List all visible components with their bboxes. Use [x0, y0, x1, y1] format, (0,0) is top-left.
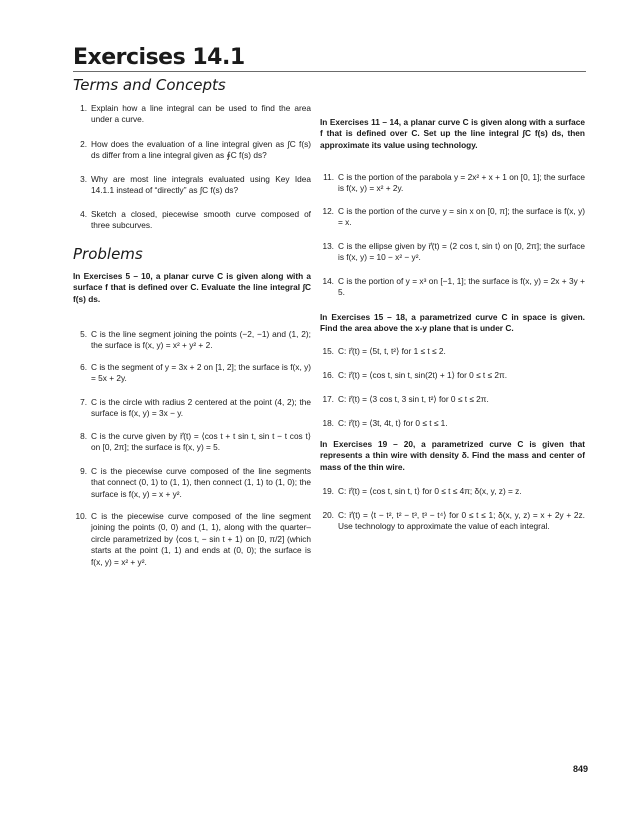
exercise-number: 3.	[80, 174, 87, 184]
exercise-text: C: r⃗(t) = ⟨3t, 4t, t⟩ for 0 ≤ t ≤ 1.	[338, 418, 448, 428]
exercise-20	[320, 510, 585, 533]
exercise-number: 11.	[323, 172, 334, 182]
exercise-text: Sketch a closed, piecewise smooth curve composed of three subcurves.	[91, 209, 311, 231]
exercise-number: 13.	[322, 241, 334, 251]
instructions-5-10: In Exercises 5 – 10, a planar curve C is given along with a surface f that is defined over C. Evaluate the line integral ∫C f(s) ds.	[73, 271, 311, 304]
exercise-text: C is the piecewise curve composed of the line segments that connect (0, 1) to (1, 1), then connect (1, 1) to (1, 0); the surface is f(x, y) = x + y².	[91, 466, 311, 499]
exercise-5	[73, 329, 311, 352]
exercise-text: C is the portion of the curve y = sin x on [0, π]; the surface is f(x, y) = x.	[338, 206, 585, 228]
exercise-6	[73, 362, 311, 385]
exercise-12	[320, 206, 585, 229]
exercise-number: 16.	[322, 370, 334, 380]
exercise-text: C: r⃗(t) = ⟨cos t, sin t, t⟩ for 0 ≤ t ≤ 4π; δ(x, y, z) = z.	[338, 486, 522, 496]
exercise-9	[73, 466, 311, 500]
exercise-number: 2.	[80, 139, 87, 149]
exercise-text: C is the portion of the parabola y = 2x² + x + 1 on [0, 1]; the surface is f(x, y) = x² + 2y.	[338, 172, 585, 194]
exercise-number: 9.	[80, 466, 87, 476]
exercise-number: 20.	[322, 510, 334, 520]
exercise-8	[73, 431, 311, 454]
exercise-number: 19.	[322, 486, 334, 496]
exercise-18	[320, 418, 585, 429]
exercise-text: C is the circle with radius 2 centered at the point (4, 2); the surface is f(x, y) = 3x − y.	[91, 397, 311, 419]
exercise-text: How does the evaluation of a line integral given as ∫C f(s) ds differ from a line integral given as ∮C f(s) ds?	[91, 139, 311, 161]
exercise-text: Why are most line integrals evaluated using Key Idea 14.1.1 instead of “directly” as ∫C f(s) ds?	[91, 174, 311, 196]
exercise-15	[320, 346, 585, 357]
exercise-text: Explain how a line integral can be used to find the area under a curve.	[91, 103, 311, 125]
page-number: 849	[573, 764, 589, 774]
exercise-number: 7.	[80, 397, 87, 407]
exercise-3	[73, 174, 311, 197]
exercise-10	[73, 511, 311, 568]
exercise-number: 17.	[322, 394, 334, 404]
exercise-number: 15.	[322, 346, 334, 356]
exercise-text: C is the ellipse given by r⃗(t) = ⟨2 cos t, sin t⟩ on [0, 2π]; the surface is f(x, y) = 10 − x² − y².	[338, 241, 585, 263]
page-title: Exercises 14.1	[73, 45, 245, 70]
section-heading-terms: Terms and Concepts	[73, 76, 226, 94]
exercise-13	[320, 241, 585, 264]
exercise-number: 8.	[80, 431, 87, 441]
exercise-7	[73, 397, 311, 420]
exercise-17	[320, 394, 585, 405]
exercise-text: C is the piecewise curve composed of the line segment joining the points (0, 0) and (1, 1), along with the quarter–circle parametrized by ⟨cos t, − sin t + 1⟩ on [0, π/2] (which starts at the point (1, 1) and ends at (0, 0); the surface is f(x, y) = x² + y².	[91, 511, 311, 567]
exercise-text: C: r⃗(t) = ⟨5t, t, t²⟩ for 1 ≤ t ≤ 2.	[338, 346, 446, 356]
exercise-number: 14.	[322, 276, 334, 286]
exercise-number: 10.	[75, 511, 87, 521]
exercise-16	[320, 370, 585, 381]
exercise-text: C: r⃗(t) = ⟨3 cos t, 3 sin t, t²⟩ for 0 ≤ t ≤ 2π.	[338, 394, 489, 404]
exercise-4	[73, 209, 311, 232]
exercise-text: C is the portion of y = x³ on [−1, 1]; the surface is f(x, y) = 2x + 3y + 5.	[338, 276, 585, 298]
title-rule	[73, 71, 586, 72]
exercise-text: C: r⃗(t) = ⟨cos t, sin t, sin(2t) + 1⟩ for 0 ≤ t ≤ 2π.	[338, 370, 508, 380]
exercise-1	[73, 103, 311, 126]
exercise-19	[320, 486, 585, 497]
exercise-2	[73, 139, 311, 162]
exercise-number: 4.	[80, 209, 87, 219]
exercise-text: C: r⃗(t) = ⟨t − t², t² − t³, t³ − t⁴⟩ for 0 ≤ t ≤ 1; δ(x, y, z) = x + 2y + 2z. Use technology to approximate the value of each integral.	[338, 510, 585, 532]
section-heading-problems: Problems	[73, 245, 143, 263]
exercise-number: 1.	[80, 103, 87, 113]
exercise-text: C is the segment of y = 3x + 2 on [1, 2]; the surface is f(x, y) = 5x + 2y.	[91, 362, 311, 384]
instructions-11-14: In Exercises 11 – 14, a planar curve C is given along with a surface f that is defined over C. Set up the line integral ∫C f(s) ds, then approximate its value using technology.	[320, 117, 585, 150]
exercise-number: 12.	[322, 206, 334, 216]
exercise-number: 5.	[80, 329, 87, 339]
exercise-number: 18.	[322, 418, 334, 428]
exercise-text: C is the curve given by r⃗(t) = ⟨cos t + t sin t, sin t − t cos t⟩ on [0, 2π]; the surface is f(x, y) = 5.	[91, 431, 311, 453]
exercise-text: C is the line segment joining the points (−2, −1) and (1, 2); the surface is f(x, y) = x² + y² + 2.	[91, 329, 311, 351]
instructions-15-18: In Exercises 15 – 18, a parametrized curve C in space is given. Find the area above the x-y plane that is under C.	[320, 312, 585, 334]
exercise-14	[320, 276, 585, 299]
exercise-number: 6.	[80, 362, 87, 372]
exercise-11	[320, 172, 585, 195]
instructions-19-20: In Exercises 19 – 20, a parametrized curve C is given that represents a thin wire with density δ. Find the mass and center of mass of the thin wire.	[320, 439, 585, 472]
